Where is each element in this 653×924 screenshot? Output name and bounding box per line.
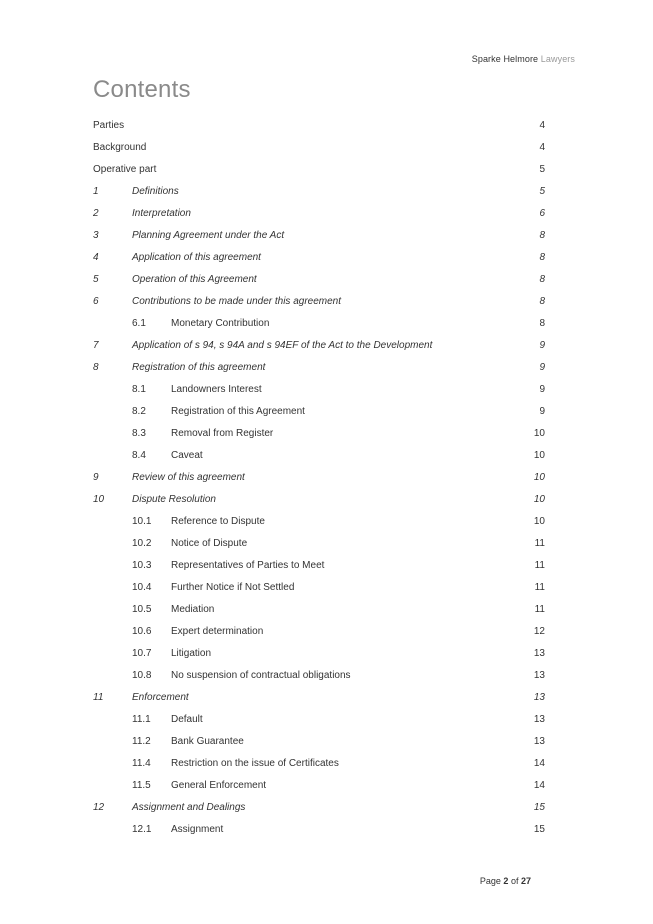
toc-entry-page-number: 9	[539, 406, 545, 417]
toc-entry-title: Removal from Register	[171, 428, 274, 439]
toc-entry[interactable]	[93, 445, 545, 467]
toc-entry[interactable]	[93, 225, 545, 247]
toc-entry-title: Interpretation	[132, 208, 191, 219]
toc-entry-title: Landowners Interest	[171, 384, 262, 395]
toc-entry[interactable]	[93, 203, 545, 225]
toc-entry[interactable]	[93, 115, 545, 137]
toc-entry-page-number: 11	[534, 560, 545, 571]
toc-entry-page-number: 9	[539, 362, 545, 373]
toc-entry-title: Application of this agreement	[132, 252, 261, 263]
toc-entry-page-number: 8	[539, 252, 545, 263]
toc-entry-number: 8	[93, 362, 99, 373]
toc-entry-title: Default	[171, 714, 203, 725]
toc-entry-title: Registration of this Agreement	[171, 406, 305, 417]
page-footer	[480, 876, 531, 886]
toc-entry-title: Caveat	[171, 450, 203, 461]
toc-entry[interactable]	[93, 379, 545, 401]
toc-entry-title: Registration of this agreement	[132, 362, 266, 373]
toc-entry[interactable]	[93, 797, 545, 819]
toc-entry-number: 8.1	[132, 384, 146, 395]
toc-entry-number: 7	[93, 340, 99, 351]
toc-entry-title: Expert determination	[171, 626, 264, 637]
toc-entry-page-number: 10	[533, 472, 545, 483]
toc-entry[interactable]	[93, 819, 545, 841]
toc-entry-page-number: 10	[533, 450, 545, 461]
toc-entry-number: 8.4	[132, 450, 146, 461]
toc-entry-title: Enforcement	[132, 692, 189, 703]
toc-entry-number: 11.1	[132, 714, 151, 725]
toc-entry-page-number: 9	[539, 340, 545, 351]
current-page-number: 2	[503, 876, 509, 886]
toc-entry-title: Operation of this Agreement	[132, 274, 257, 285]
toc-entry-title: Representatives of Parties to Meet	[171, 560, 325, 571]
toc-entry-title: Application of s 94, s 94A and s 94EF of the Act to the Development	[132, 340, 433, 351]
toc-entry[interactable]	[93, 291, 545, 313]
toc-entry-page-number: 14	[533, 758, 545, 769]
page-title: Contents	[93, 76, 191, 103]
toc-entry-number: 10.1	[132, 516, 152, 527]
toc-entry[interactable]	[93, 665, 545, 687]
toc-entry[interactable]	[93, 423, 545, 445]
toc-entry-number: 11.2	[132, 736, 151, 747]
toc-entry-title: Litigation	[171, 648, 212, 659]
toc-entry-title: Assignment and Dealings	[132, 802, 246, 813]
toc-entry-title: Planning Agreement under the Act	[132, 230, 285, 241]
toc-entry-page-number: 13	[533, 648, 545, 659]
toc-entry-page-number: 11	[534, 604, 545, 615]
toc-entry-page-number: 13	[533, 714, 545, 725]
toc-entry[interactable]	[93, 687, 545, 709]
toc-entry-page-number: 5	[539, 164, 545, 175]
toc-entry-page-number: 11	[534, 538, 545, 549]
toc-entry-number: 4	[93, 252, 99, 263]
toc-entry-number: 12.1	[132, 824, 152, 835]
page-header	[472, 54, 575, 64]
toc-entry-title: Review of this agreement	[132, 472, 245, 483]
toc-entry[interactable]	[93, 401, 545, 423]
toc-entry-page-number: 8	[539, 274, 545, 285]
toc-entry-page-number: 15	[533, 824, 545, 835]
toc-entry-page-number: 9	[539, 384, 545, 395]
toc-entry-number: 11.4	[132, 758, 151, 769]
toc-entry-title: Assignment	[171, 824, 224, 835]
toc-entry[interactable]	[93, 643, 545, 665]
toc-entry[interactable]	[93, 489, 545, 511]
toc-entry-title: Parties	[93, 120, 125, 131]
toc-entry-title: Notice of Dispute	[171, 538, 248, 549]
toc-entry-page-number: 12	[533, 626, 545, 637]
toc-entry-page-number: 6	[539, 208, 545, 219]
total-page-count: 27	[520, 876, 531, 886]
toc-entry-number: 9	[93, 472, 99, 483]
toc-entry-number: 10.7	[132, 648, 152, 659]
toc-entry[interactable]	[93, 313, 545, 335]
toc-entry-number: 6.1	[132, 318, 146, 329]
toc-entry-number: 11.5	[132, 780, 151, 791]
toc-entry-number: 10.3	[132, 560, 152, 571]
toc-entry-title: Contributions to be made under this agreement	[132, 296, 342, 307]
toc-entry[interactable]	[93, 137, 545, 159]
toc-entry-page-number: 4	[539, 142, 545, 153]
toc-entry-title: Restriction on the issue of Certificates	[171, 758, 339, 769]
toc-entry-title: Bank Guarantee	[171, 736, 244, 747]
toc-entry-page-number: 13	[533, 670, 545, 681]
toc-entry-number: 8.2	[132, 406, 146, 417]
toc-entry[interactable]	[93, 533, 545, 555]
toc-entry-number: 10.6	[132, 626, 152, 637]
toc-entry-number: 5	[93, 274, 99, 285]
toc-entry[interactable]	[93, 159, 545, 181]
toc-entry-number: 10.5	[132, 604, 152, 615]
toc-entry-number: 6	[93, 296, 99, 307]
toc-entry-page-number: 13	[533, 736, 545, 747]
toc-entry[interactable]	[93, 247, 545, 269]
toc-entry[interactable]	[93, 621, 545, 643]
toc-entry-number: 10	[93, 494, 105, 505]
toc-entry-number: 10.4	[132, 582, 152, 593]
toc-entry-title: Definitions	[132, 186, 179, 197]
toc-entry[interactable]	[93, 269, 545, 291]
toc-entry[interactable]	[93, 775, 545, 797]
toc-entry-number: 1	[93, 186, 99, 197]
toc-entry-number: 10.2	[132, 538, 152, 549]
page-of-label: of	[510, 876, 519, 886]
toc-entry-number: 10.8	[132, 670, 152, 681]
toc-entry-title: Reference to Dispute	[171, 516, 265, 527]
toc-entry-page-number: 10	[533, 494, 545, 505]
toc-entry[interactable]	[93, 599, 545, 621]
toc-entry-page-number: 8	[539, 296, 545, 307]
toc-entry-page-number: 10	[533, 428, 545, 439]
toc-entry-page-number: 15	[533, 802, 545, 813]
toc-entry-title: Monetary Contribution	[171, 318, 270, 329]
toc-entry[interactable]	[93, 357, 545, 379]
toc-entry[interactable]	[93, 753, 545, 775]
toc-entry-title: General Enforcement	[171, 780, 267, 791]
toc-entry-page-number: 13	[533, 692, 545, 703]
page-prefix: Page	[479, 876, 501, 886]
toc-entry-page-number: 11	[534, 582, 545, 593]
firm-name: Sparke Helmore	[471, 54, 539, 64]
toc-entry[interactable]	[93, 511, 545, 533]
toc-entry-page-number: 8	[539, 318, 545, 329]
toc-entry-title: Background	[93, 142, 147, 153]
toc-entry-title: Further Notice if Not Settled	[171, 582, 295, 593]
toc-entry-number: 8.3	[132, 428, 146, 439]
toc-entry-number: 2	[93, 208, 99, 219]
toc-entry[interactable]	[93, 731, 545, 753]
toc-entry-title: Mediation	[171, 604, 215, 615]
toc-entry[interactable]	[93, 709, 545, 731]
toc-entry-number: 11	[93, 692, 104, 703]
toc-entry-page-number: 4	[539, 120, 545, 131]
toc-entry-page-number: 10	[533, 516, 545, 527]
toc-entry-title: No suspension of contractual obligations	[171, 670, 351, 681]
toc-entry-number: 12	[93, 802, 105, 813]
toc-entry-page-number: 8	[539, 230, 545, 241]
toc-entry[interactable]	[93, 335, 545, 357]
firm-suffix: Lawyers	[540, 54, 575, 64]
toc-entry-title: Dispute Resolution	[132, 494, 216, 505]
toc-entry-title: Operative part	[93, 164, 157, 175]
toc-entry-page-number: 14	[533, 780, 545, 791]
toc-entry[interactable]	[93, 555, 545, 577]
toc-entry[interactable]	[93, 577, 545, 599]
toc-entry-page-number: 5	[539, 186, 545, 197]
table-of-contents	[93, 115, 545, 841]
toc-entry-number: 3	[93, 230, 99, 241]
toc-entry[interactable]	[93, 467, 545, 489]
toc-entry[interactable]	[93, 181, 545, 203]
